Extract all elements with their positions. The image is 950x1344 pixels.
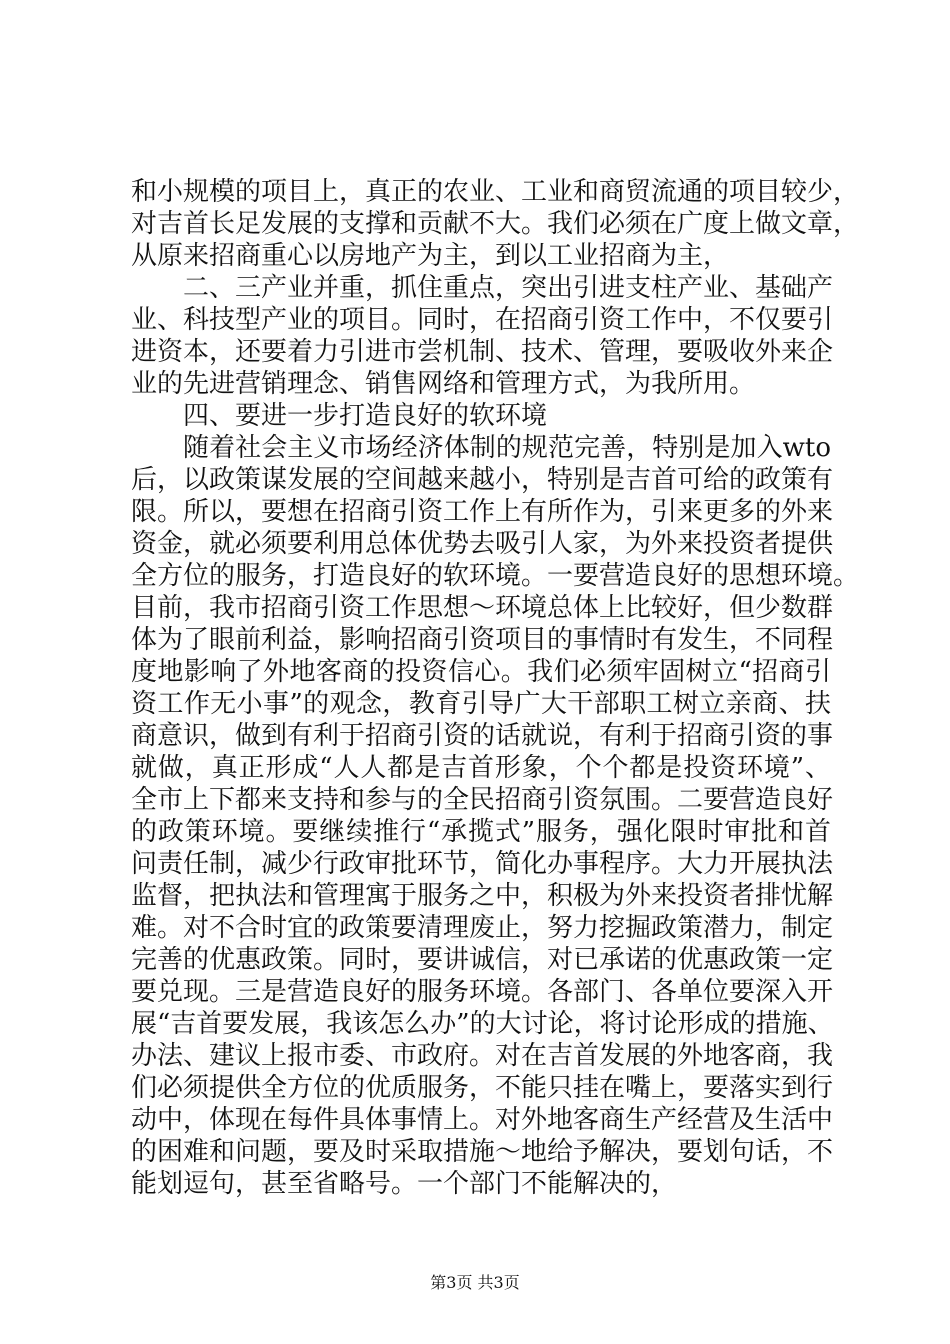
text-line: 的困难和问题，要及时采取措施～地给予解决，要划句话，不 xyxy=(131,1137,834,1167)
text-line: 体为了眼前利益，影响招商引资项目的事情时有发生，不同程 xyxy=(131,625,834,655)
text-line: 资工作无小事”的观念，教育引导广大干部职工树立亲商、扶 xyxy=(131,689,831,719)
text-line: 二、三产业并重，抓住重点，突出引进支柱产业、基础产 xyxy=(183,273,834,303)
text-line: 全市上下都来支持和参与的全民招商引资氛围。二要营造良好 xyxy=(131,785,834,815)
text-line: 难。对不合时宜的政策要清理废止，努力挖掘政策潜力，制定 xyxy=(131,913,834,943)
text-line: 对吉首长足发展的支撑和贡献不大。我们必须在广度上做文章， xyxy=(131,209,860,239)
text-line: 的政策环境。要继续推行“承揽式”服务，强化限时审批和首 xyxy=(131,817,831,847)
text-line: 限。所以，要想在招商引资工作上有所作为，引来更多的外来 xyxy=(131,497,834,527)
text-line: 后，以政策谋发展的空间越来越小，特别是吉首可给的政策有 xyxy=(131,465,834,495)
text-line: 从原来招商重心以房地产为主，到以工业招商为主， xyxy=(131,241,730,271)
text-line: 们必须提供全方位的优质服务，不能只挂在嘴上，要落实到行 xyxy=(131,1073,834,1103)
text-line: 监督，把执法和管理寓于服务之中，积极为外来投资者排忧解 xyxy=(131,881,834,911)
text-line: 目前，我市招商引资工作思想～环境总体上比较好，但少数群 xyxy=(131,593,834,623)
text-line: 度地影响了外地客商的投资信心。我们必须牢固树立“招商引 xyxy=(131,657,831,687)
section-heading: 四、要进一步打造良好的软环境 xyxy=(183,401,548,431)
text-line: 能划逗句，甚至省略号。一个部门不能解决的， xyxy=(131,1169,678,1199)
text-line: 展“吉首要发展，我该怎么办”的大讨论，将讨论形成的措施、 xyxy=(131,1009,834,1039)
text-line: 全方位的服务，打造良好的软环境。一要营造良好的思想环境。 xyxy=(131,561,860,591)
text-line: 商意识，做到有利于招商引资的话就说，有利于招商引资的事 xyxy=(131,721,834,751)
text-line: 和小规模的项目上，真正的农业、工业和商贸流通的项目较少， xyxy=(131,177,860,207)
text-line: 动中，体现在每件具体事情上。对外地客商生产经营及生活中 xyxy=(131,1105,834,1135)
text-line: 进资本，还要着力引进市尝机制、技术、管理，要吸收外来企 xyxy=(131,337,834,367)
text-line: 就做，真正形成“人人都是吉首形象，个个都是投资环境”、 xyxy=(131,753,831,783)
text-line: 业的先进营销理念、销售网络和管理方式，为我所用。 xyxy=(131,369,756,399)
text-line: 要兑现。三是营造良好的服务环境。各部门、各单位要深入开 xyxy=(131,977,834,1007)
text-line: 随着社会主义市场经济体制的规范完善，特别是加入wto xyxy=(183,433,831,463)
page-number-footer: 第3页 共3页 xyxy=(430,1273,520,1292)
text-line: 业、科技型产业的项目。同时，在招商引资工作中，不仅要引 xyxy=(131,305,834,335)
text-line: 问责任制，减少行政审批环节，简化办事程序。大力开展执法 xyxy=(131,849,834,879)
text-line: 资金，就必须要利用总体优势去吸引人家，为外来投资者提供 xyxy=(131,529,834,559)
text-line: 办法、建议上报市委、市政府。对在吉首发展的外地客商，我 xyxy=(131,1041,834,1071)
text-line: 完善的优惠政策。同时，要讲诚信，对已承诺的优惠政策一定 xyxy=(131,945,834,975)
